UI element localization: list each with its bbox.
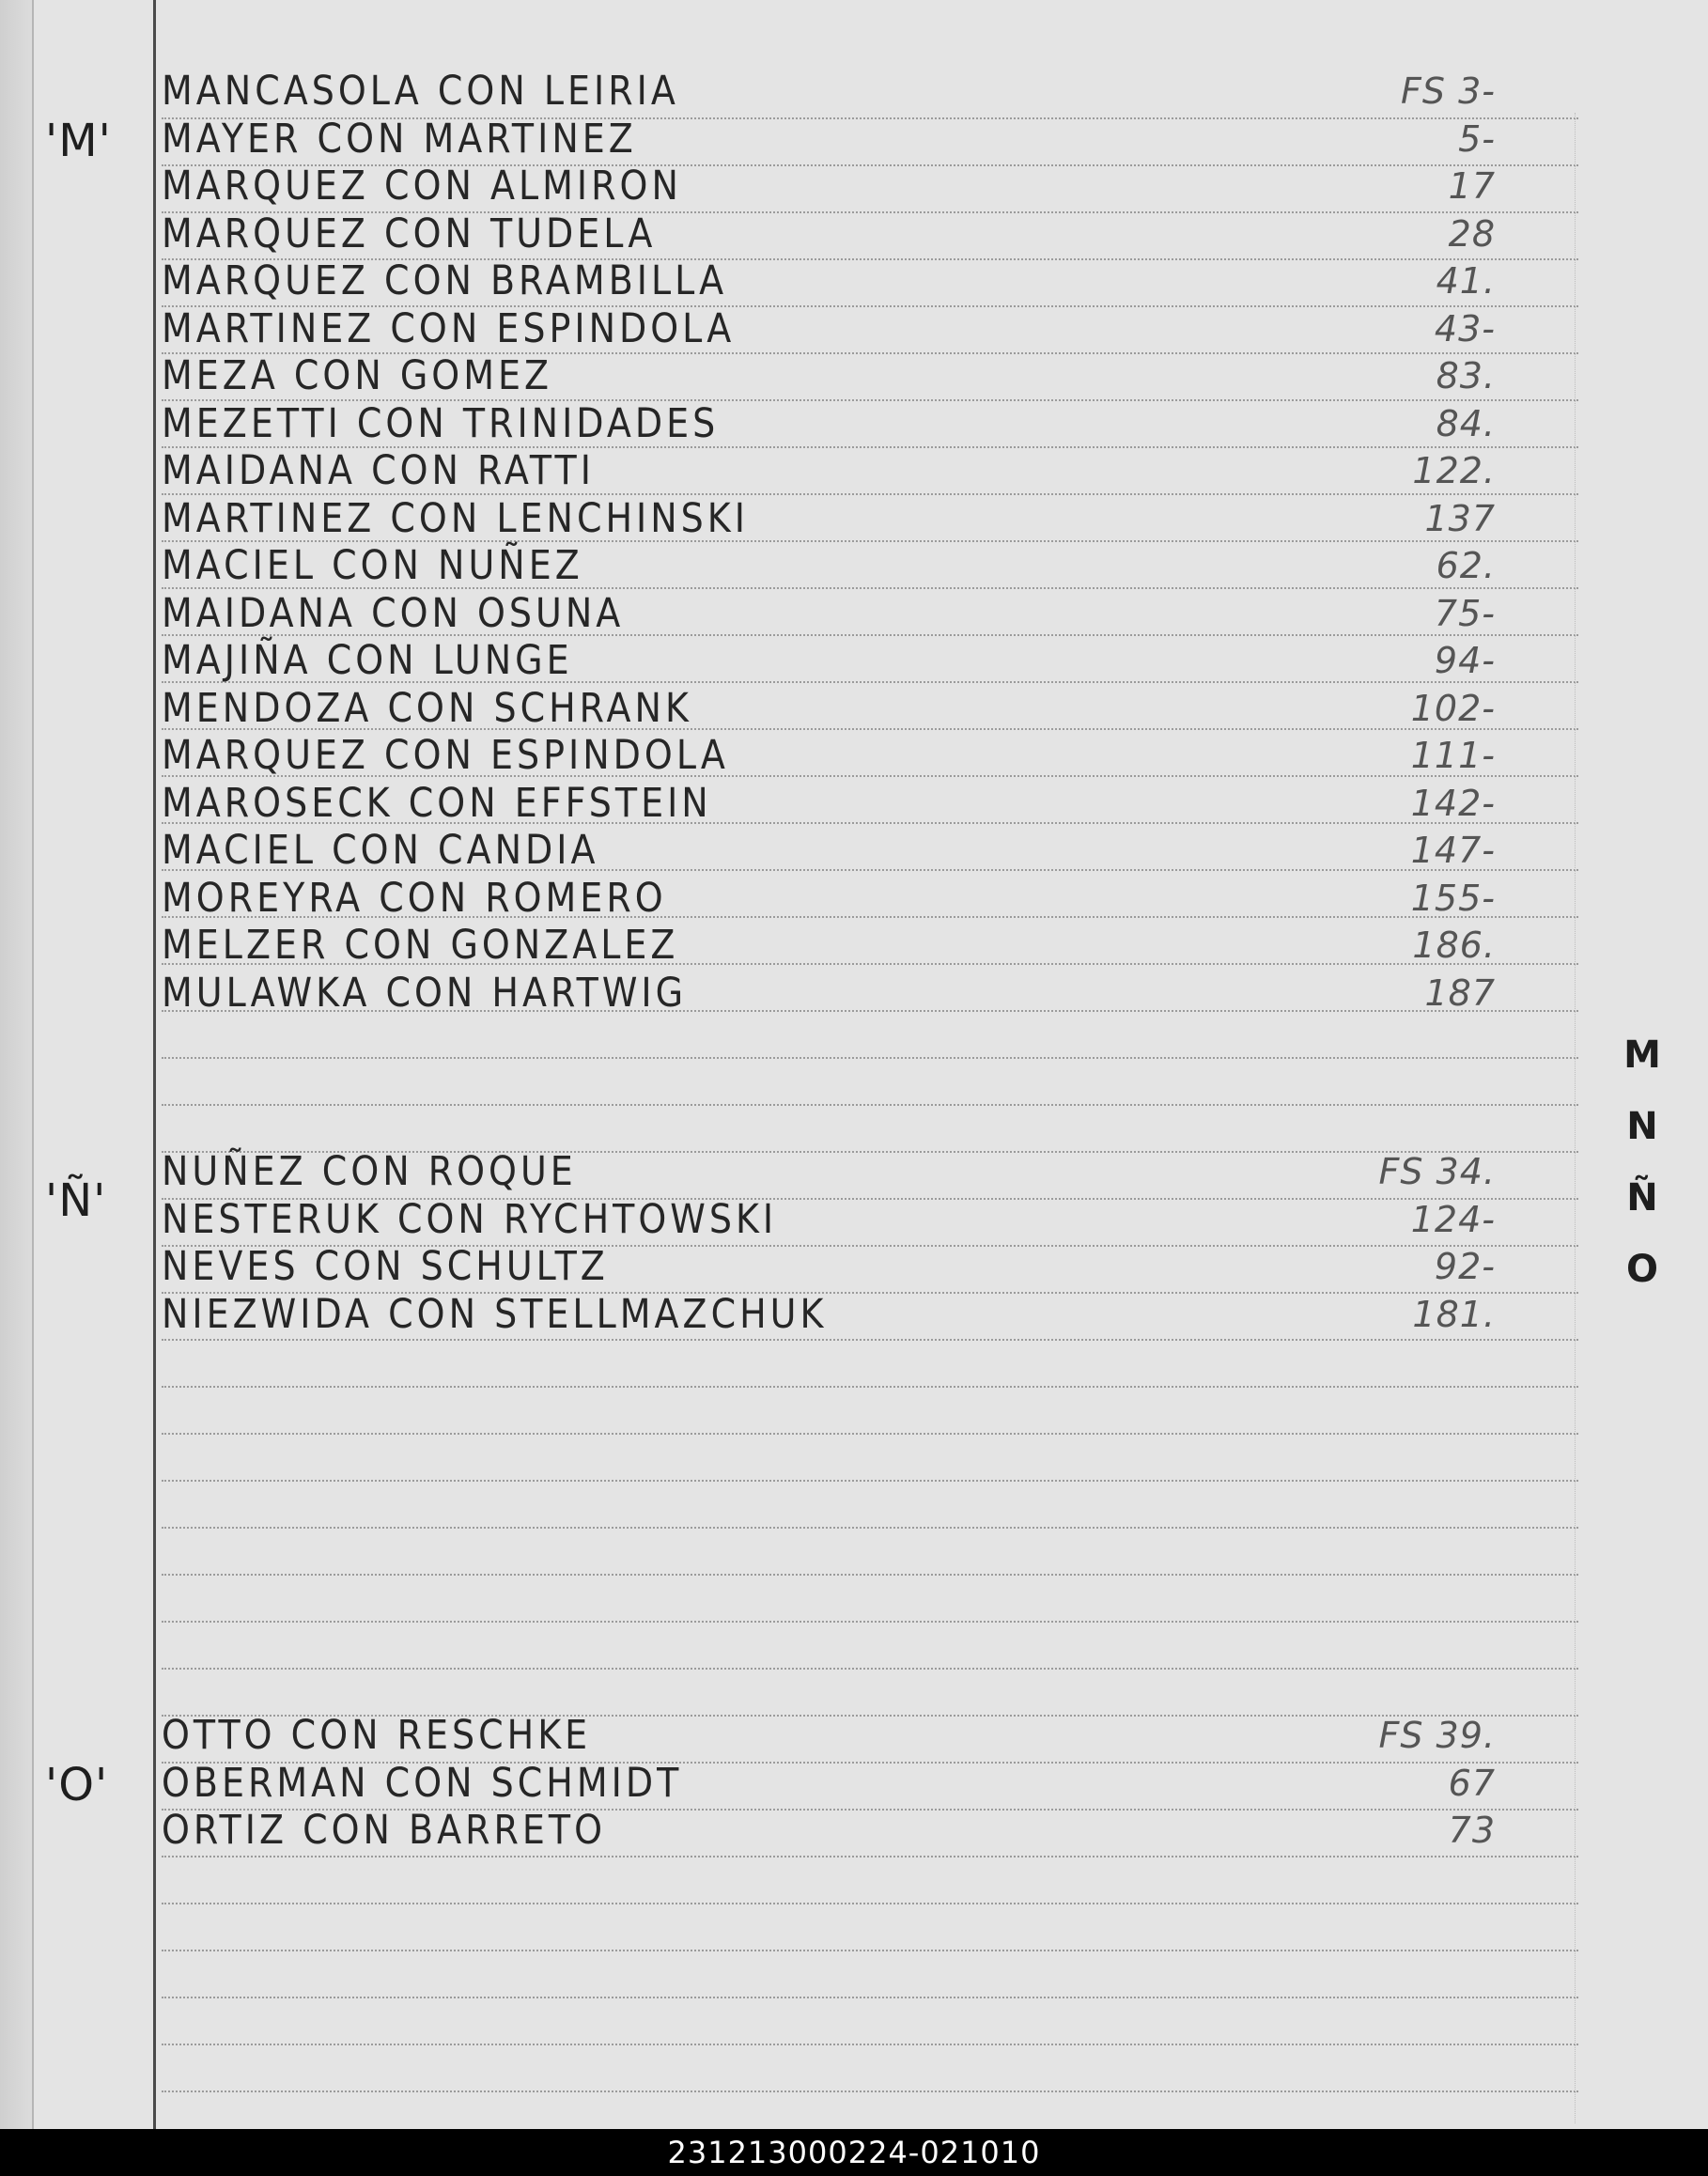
ledger-entry [162,446,1552,497]
ledger-entry [162,589,1552,640]
entry-folio: 102- [1410,687,1496,729]
section-letter-m: 'M' [45,115,112,167]
tab-letter-enye: Ñ [1626,1176,1658,1220]
entry-name: MELZER CON GONZALEZ [162,921,679,968]
entry-name: NUÑEZ CON ROQUE [162,1147,577,1194]
entry-folio: 111- [1410,735,1496,776]
entry-folio: 41. [1436,260,1496,302]
ruled-line [162,1574,1578,1576]
entry-name: MARQUEZ CON ESPINDOLA [162,731,729,778]
entry-name: MARTINEZ CON LENCHINSKI [162,494,749,541]
entry-folio: 67 [1448,1762,1496,1804]
entry-name: MANCASOLA CON LEIRIA [162,67,679,114]
entry-name: MARQUEZ CON BRAMBILLA [162,256,728,303]
binding-edge [0,0,34,2129]
entry-name: OTTO CON RESCHKE [162,1711,592,1758]
entry-folio: 84. [1436,402,1496,444]
ruled-line [162,1997,1578,1998]
ledger-entry [162,684,1552,735]
entry-name: OBERMAN CON SCHMIDT [162,1759,683,1806]
entry-name: ORTIZ CON BARRETO [162,1806,607,1853]
ledger-entry [162,494,1552,545]
entry-folio: 43- [1434,307,1496,350]
ledger-entry [162,162,1552,212]
section-letter-o: 'O' [45,1759,109,1811]
entry-name: MACIEL CON CANDIA [162,826,599,873]
entry-folio: 147- [1410,830,1496,871]
ruled-line [162,1621,1578,1623]
entry-folio: 73 [1448,1810,1496,1851]
ledger-entry [162,636,1552,687]
entry-name: MAYER CON MARTINEZ [162,115,637,162]
entry-folio: 142- [1410,782,1496,824]
entry-folio: 124- [1410,1198,1496,1240]
ruled-line [162,1057,1578,1059]
ruled-line [162,1950,1578,1951]
section-letter-n: 'Ñ' [45,1174,107,1227]
ruled-line [162,1433,1578,1435]
ledger-entry [162,731,1552,782]
entry-folio: FS 3- [1401,70,1496,112]
entry-name: MAIDANA CON OSUNA [162,589,625,636]
entry-folio: 75- [1434,592,1496,634]
ruled-line [162,1903,1578,1904]
entry-folio: FS 39. [1378,1715,1496,1756]
entry-name: MARTINEZ CON ESPINDOLA [162,304,736,351]
entry-folio: 92- [1434,1246,1496,1287]
margin-line [153,0,156,2129]
ledger-entry [162,541,1552,592]
entry-folio: 155- [1410,877,1496,919]
ledger-entry [162,67,1552,117]
ledger-entry [162,1195,1552,1246]
ruled-line [162,1480,1578,1482]
ruled-line [162,1527,1578,1529]
entry-name: MENDOZA CON SCHRANK [162,684,692,731]
ruled-line [162,2044,1578,2045]
tab-letter-n: N [1626,1105,1658,1148]
ruled-line [162,1104,1578,1106]
entry-folio: 122. [1412,450,1496,491]
entry-name: MAROSECK CON EFFSTEIN [162,779,712,826]
entry-folio: 83. [1436,355,1496,396]
ledger-entry [162,1242,1552,1293]
ledger-entry [162,256,1552,307]
entry-folio: 17 [1448,165,1496,207]
entry-name: MARQUEZ CON ALMIRON [162,162,682,209]
right-margin-line [1575,113,1576,2123]
footer-id-bar [0,2129,1708,2176]
entry-folio: 137 [1424,497,1496,539]
entry-folio: 28 [1448,212,1496,255]
entry-name: MEZETTI CON TRINIDADES [162,399,720,446]
ledger-entry [162,826,1552,877]
entry-name: NESTERUK CON RYCHTOWSKI [162,1195,778,1242]
ledger-entry [162,210,1552,260]
entry-name: MAIDANA CON RATTI [162,446,595,493]
ledger-entry [162,1711,1552,1762]
ledger-entry [162,1806,1552,1857]
entry-name: MULAWKA CON HARTWIG [162,969,688,1016]
ruled-line [162,1386,1578,1388]
entry-name: NIEZWIDA CON STELLMAZCHUK [162,1290,828,1337]
ledger-entry [162,1147,1552,1198]
ledger-entry [162,304,1552,355]
ledger-entry [162,874,1552,925]
index-tab-letters [1623,1019,1661,1305]
entry-name: MACIEL CON NUÑEZ [162,541,583,588]
entry-name: NEVES CON SCHULTZ [162,1242,609,1289]
entry-name: MAJIÑA CON LUNGE [162,636,573,683]
ruled-line [162,2091,1578,2092]
entry-folio: 62. [1436,545,1496,586]
entry-folio: 187 [1424,971,1496,1014]
tab-letter-m: M [1623,1034,1661,1077]
ledger-entry [162,969,1552,1019]
entry-folio: 94- [1434,640,1496,681]
entry-name: MEZA CON GOMEZ [162,351,553,398]
ledger-entry [162,351,1552,402]
ruled-line [162,1668,1578,1670]
entry-name: MOREYRA CON ROMERO [162,874,667,921]
entry-folio: 186. [1412,925,1496,966]
ledger-entry [162,1759,1552,1810]
entry-name: MARQUEZ CON TUDELA [162,210,657,256]
ledger-entry [162,115,1552,165]
ledger-entry [162,399,1552,450]
tab-letter-o: O [1625,1248,1658,1291]
entry-folio: FS 34. [1378,1151,1496,1192]
footer-id: 231213000224-021010 [667,2135,1041,2170]
entry-folio: 5- [1458,117,1496,160]
ledger-entry [162,779,1552,830]
entry-folio: 181. [1412,1293,1496,1335]
ledger-entry [162,1290,1552,1341]
ledger-entry [162,921,1552,971]
